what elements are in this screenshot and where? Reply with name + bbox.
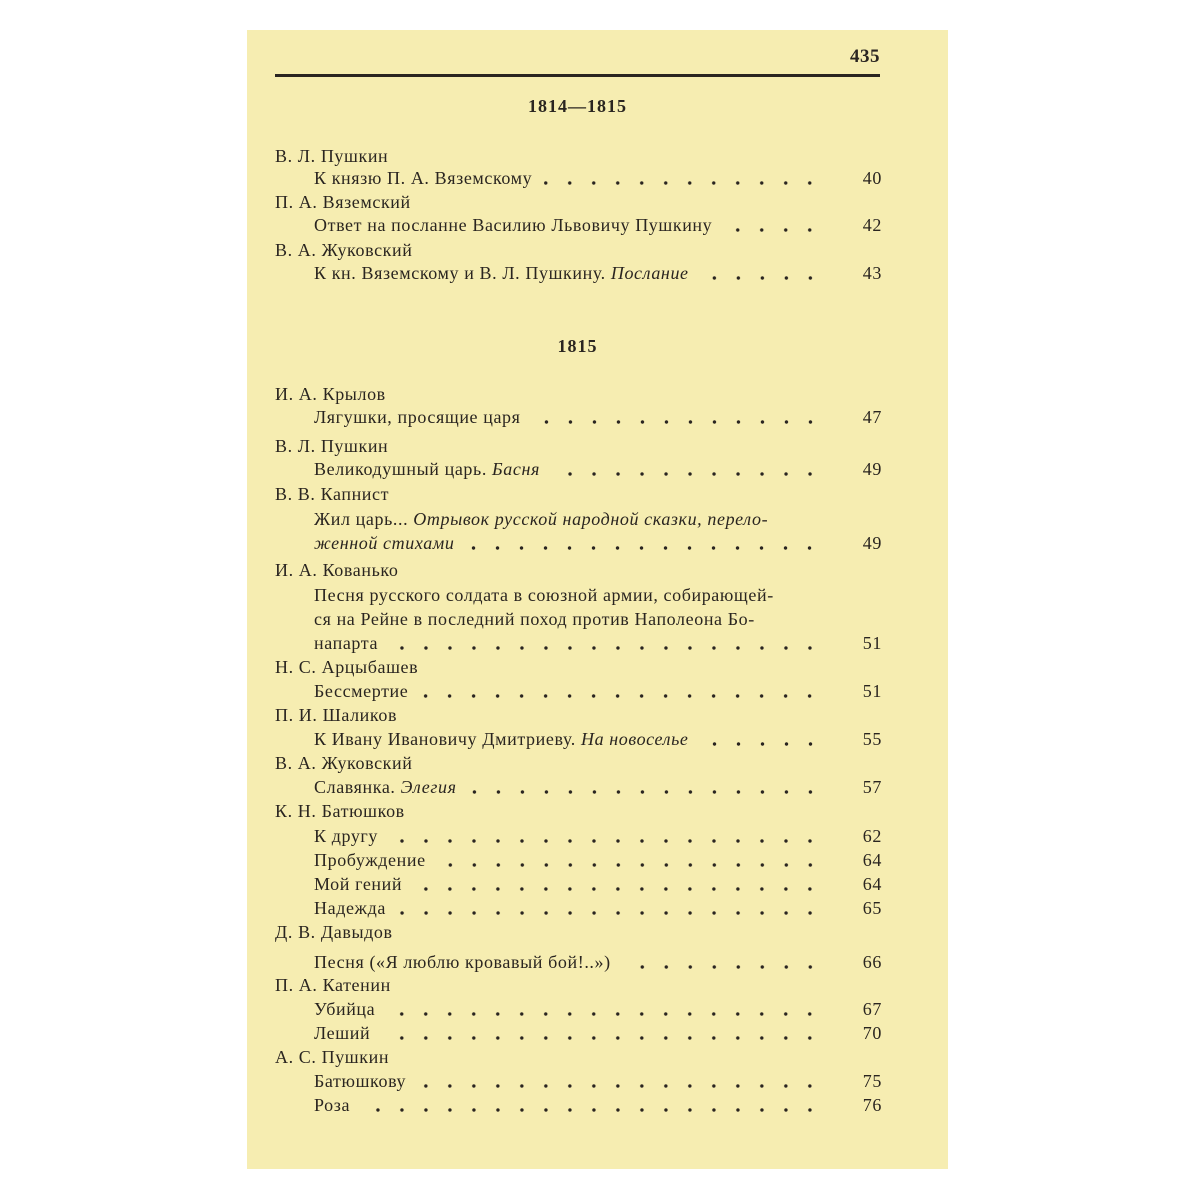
entry-title <box>314 729 689 750</box>
dot-leader <box>544 181 822 185</box>
entry-title: Роза <box>314 1095 351 1115</box>
author-name: И. А. Кованько <box>275 560 399 580</box>
entry-title: Убийца <box>314 999 376 1019</box>
entry-title-main: Жил царь... <box>314 509 409 529</box>
toc-entry[interactable] <box>314 1023 882 1047</box>
entry-subtitle: Отрывок русской народной сказки, перело- <box>413 509 769 529</box>
toc-entry[interactable] <box>314 850 882 874</box>
dot-leader <box>724 228 822 232</box>
entry-subtitle: Послание <box>610 263 689 283</box>
entry-page: 55 <box>862 729 882 749</box>
author-name: И. А. Крылов <box>275 384 386 404</box>
toc-entry[interactable] <box>314 952 882 976</box>
entry-title: К другу <box>314 826 379 846</box>
author-name: Н. С. Арцыбашев <box>275 657 419 677</box>
dot-leader <box>701 276 822 280</box>
entry-page: 64 <box>862 874 882 894</box>
entry-subtitle: Басня <box>492 459 540 479</box>
entry-page: 67 <box>862 999 882 1019</box>
dot-leader <box>387 1012 822 1016</box>
dot-leader <box>623 965 822 969</box>
entry-title <box>314 263 689 284</box>
author-name: В. В. Капнист <box>275 484 390 504</box>
header-rule <box>275 74 880 77</box>
dot-leader <box>420 694 822 698</box>
toc-entry[interactable] <box>314 168 882 192</box>
entry-title-line: Песня русского солдата в союзной армии, собирающей- <box>314 585 774 605</box>
entry-title: К князю П. А. Вяземскому <box>314 168 533 188</box>
entry-page: 76 <box>862 1095 882 1115</box>
section-heading: 1815 <box>557 336 598 356</box>
author-name: В. А. Жуковский <box>275 753 413 773</box>
toc-entry[interactable] <box>314 585 882 657</box>
toc-entry[interactable] <box>314 263 882 287</box>
dot-leader <box>552 472 822 476</box>
section-heading: 1814—1815 <box>528 96 627 116</box>
entry-page: 66 <box>862 952 882 972</box>
entry-subtitle: Элегия <box>400 777 457 797</box>
dot-leader <box>390 839 822 843</box>
entry-page: 51 <box>862 681 882 701</box>
entry-title-main: Великодушный царь. <box>314 459 487 479</box>
page-number: 435 <box>850 46 880 67</box>
entry-subtitle: На новоселье <box>580 729 689 749</box>
toc-entry[interactable] <box>314 1095 882 1119</box>
toc-entry[interactable] <box>314 729 882 753</box>
toc-entry[interactable] <box>314 407 882 431</box>
entry-title: Мой гений <box>314 874 403 894</box>
entry-title <box>314 777 457 798</box>
dot-leader <box>533 420 822 424</box>
entry-title: Батюшкову <box>314 1071 407 1091</box>
dot-leader <box>466 546 822 550</box>
author-name: В. Л. Пушкин <box>275 436 389 456</box>
entry-title: Лягушки, просящие царя <box>314 407 521 427</box>
toc-entry[interactable] <box>314 215 882 239</box>
entry-page: 40 <box>862 168 882 188</box>
author-name: В. А. Жуковский <box>275 240 413 260</box>
entry-title-line: напарта <box>314 633 379 653</box>
toc-entry[interactable] <box>314 509 882 557</box>
entry-page: 51 <box>862 633 882 653</box>
entry-page: 49 <box>862 459 882 479</box>
entry-title-main: К кн. Вяземскому и В. Л. Пушкину. <box>314 263 606 283</box>
author-name: К. Н. Батюшков <box>275 801 405 821</box>
dot-leader <box>438 863 822 867</box>
toc-entry[interactable] <box>314 1071 882 1095</box>
entry-title <box>314 459 540 480</box>
author-name: А. С. Пушкин <box>275 1047 390 1067</box>
dot-leader <box>469 790 822 794</box>
entry-page: 47 <box>862 407 882 427</box>
toc-entry[interactable] <box>314 826 882 850</box>
toc-entry[interactable] <box>314 874 882 898</box>
entry-title-main: К Ивану Ивановичу Дмитриеву. <box>314 729 576 749</box>
toc-entry[interactable] <box>314 459 882 483</box>
author-name: П. И. Шаликов <box>275 705 398 725</box>
dot-leader <box>390 646 822 650</box>
entry-title-main: Славянка. <box>314 777 396 797</box>
entry-page: 49 <box>862 533 882 553</box>
entry-title: Леший <box>314 1023 371 1043</box>
entry-page: 75 <box>862 1071 882 1091</box>
entry-title: Песня («Я люблю кровавый бой!..») <box>314 952 611 972</box>
entry-page: 62 <box>862 826 882 846</box>
dot-leader <box>398 911 822 915</box>
dot-leader <box>418 1084 822 1088</box>
entry-title: Надежда <box>314 898 386 918</box>
toc-entry[interactable] <box>314 898 882 922</box>
dot-leader <box>414 887 822 891</box>
toc-entry[interactable] <box>314 999 882 1023</box>
author-name: П. А. Вяземский <box>275 192 411 212</box>
entry-page: 42 <box>862 215 882 235</box>
entry-title: Пробуждение <box>314 850 426 870</box>
entry-title: Ответ на посланне Василию Львовичу Пушкину <box>314 215 713 235</box>
toc-entry[interactable] <box>314 777 882 801</box>
entry-page: 65 <box>862 898 882 918</box>
author-name: П. А. Катенин <box>275 975 391 995</box>
toc-entry[interactable] <box>314 681 882 705</box>
entry-page: 70 <box>862 1023 882 1043</box>
entry-page: 57 <box>862 777 882 797</box>
entry-title: Бессмертие <box>314 681 409 701</box>
author-name: Д. В. Давыдов <box>275 922 393 942</box>
dot-leader <box>362 1108 822 1112</box>
dot-leader <box>382 1036 822 1040</box>
book-page <box>247 30 948 1169</box>
entry-subtitle: женной стихами <box>314 533 455 553</box>
entry-page: 43 <box>862 263 882 283</box>
entry-title-line: ся на Рейне в последний поход против Наполеона Бо- <box>314 609 755 629</box>
entry-title-line <box>314 509 882 533</box>
dot-leader <box>701 742 823 746</box>
author-name: В. Л. Пушкин <box>275 146 389 166</box>
entry-page: 64 <box>862 850 882 870</box>
